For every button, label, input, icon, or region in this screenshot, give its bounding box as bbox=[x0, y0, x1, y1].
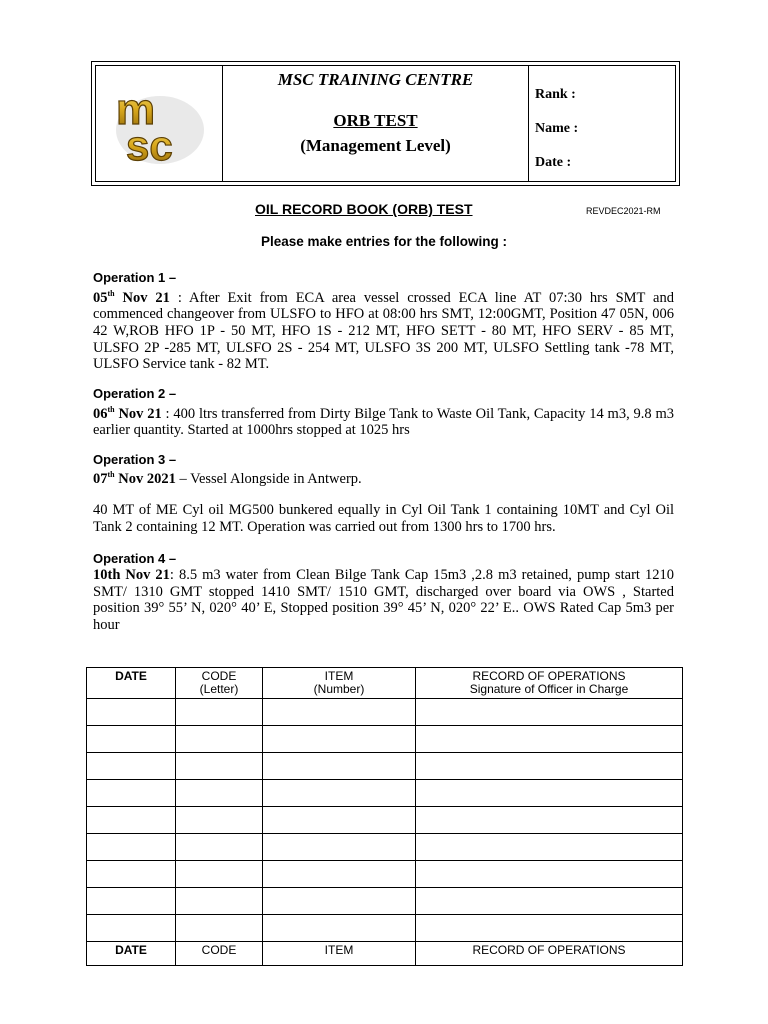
code-cell[interactable] bbox=[176, 807, 263, 834]
record-cell[interactable] bbox=[416, 699, 683, 726]
document-title: OIL RECORD BOOK (ORB) TEST bbox=[255, 201, 473, 217]
code-cell[interactable] bbox=[176, 861, 263, 888]
code-cell[interactable] bbox=[176, 726, 263, 753]
operation-3-details: 40 MT of ME Cyl oil MG500 bunkered equally in Cyl Oil Tank 1 containing 10MT and Cyl Oil Tank 2 containing 12 MT. Operation was carried out from 1300 hrs to 1700 hrs. bbox=[93, 502, 674, 535]
item-cell[interactable] bbox=[263, 780, 416, 807]
item-cell[interactable] bbox=[263, 699, 416, 726]
table-row bbox=[87, 807, 683, 834]
item-cell[interactable] bbox=[263, 753, 416, 780]
date-cell[interactable] bbox=[87, 888, 176, 915]
item-cell[interactable] bbox=[263, 888, 416, 915]
orb-entry-table bbox=[86, 667, 683, 966]
date-label: Date : bbox=[535, 155, 572, 170]
name-label: Name : bbox=[535, 121, 579, 136]
operation-2-text: 06th Nov 21 : 400 ltrs transferred from Dirty Bilge Tank to Waste Oil Tank, Capacity 14 m3, 9.8 m3 earlier quantity. Started at 1000hrs stopped at 1025 hrs bbox=[93, 405, 674, 439]
table-footer-row bbox=[87, 942, 683, 966]
table-row bbox=[87, 888, 683, 915]
footer-date: DATE bbox=[87, 942, 176, 966]
footer-code: CODE bbox=[176, 942, 263, 966]
test-name: ORB TEST bbox=[333, 111, 418, 130]
operation-1-heading: Operation 1 – bbox=[93, 270, 177, 285]
header-box bbox=[91, 61, 680, 186]
operation-3-text: 07th Nov 2021 – Vessel Alongside in Antwerp. bbox=[93, 470, 362, 487]
msc-logo bbox=[104, 78, 212, 172]
footer-item: ITEM bbox=[263, 942, 416, 966]
record-cell[interactable] bbox=[416, 915, 683, 942]
record-cell[interactable] bbox=[416, 861, 683, 888]
code-cell[interactable] bbox=[176, 699, 263, 726]
operation-4-text: 10th Nov 21: 8.5 m3 water from Clean Bilge Tank Cap 15m3 ,2.8 m3 retained, pump start 1210 SMT/ 1310 GMT stopped 1410 SMT/ 1510 GMT, discharged over board via OWS , Started position 39° 55’ N, 020° 40’ E, Stopped position 39° 45’ N, 020° 22’ E.. OWS Rated Cap 5m3 per hour bbox=[93, 567, 674, 633]
item-cell[interactable] bbox=[263, 726, 416, 753]
footer-record: RECORD OF OPERATIONS bbox=[416, 942, 683, 966]
table-row bbox=[87, 780, 683, 807]
item-cell[interactable] bbox=[263, 807, 416, 834]
operation-3-heading: Operation 3 – bbox=[93, 452, 177, 467]
table-row bbox=[87, 699, 683, 726]
candidate-fields bbox=[529, 66, 675, 181]
item-cell[interactable] bbox=[263, 834, 416, 861]
date-cell[interactable] bbox=[87, 834, 176, 861]
code-cell[interactable] bbox=[176, 753, 263, 780]
operation-2-heading: Operation 2 – bbox=[93, 386, 177, 401]
table-row bbox=[87, 861, 683, 888]
table-row bbox=[87, 915, 683, 942]
table-row bbox=[87, 753, 683, 780]
record-cell[interactable] bbox=[416, 726, 683, 753]
date-cell[interactable] bbox=[87, 753, 176, 780]
header-item: ITEM (Number) bbox=[263, 668, 416, 699]
date-cell[interactable] bbox=[87, 861, 176, 888]
record-cell[interactable] bbox=[416, 807, 683, 834]
code-cell[interactable] bbox=[176, 780, 263, 807]
header-date: DATE bbox=[87, 668, 176, 699]
record-cell[interactable] bbox=[416, 888, 683, 915]
record-cell[interactable] bbox=[416, 834, 683, 861]
code-cell[interactable] bbox=[176, 915, 263, 942]
record-cell[interactable] bbox=[416, 780, 683, 807]
header-inner bbox=[95, 65, 676, 182]
level-label: (Management Level) bbox=[300, 136, 451, 155]
table-row bbox=[87, 834, 683, 861]
instruction-text: Please make entries for the following : bbox=[260, 234, 508, 249]
date-cell[interactable] bbox=[87, 915, 176, 942]
date-cell[interactable] bbox=[87, 726, 176, 753]
operation-1-text: 05th Nov 21 : After Exit from ECA area vessel crossed ECA line AT 07:30 hrs SMT and commenced changeover from ULSFO to HFO at 08:00 hrs SMT, 12:00GMT, Position 47 05N, 006 42 W,ROB HFO 1P - 50 MT, HFO 1S - 212 MT, HFO SETT - 80 MT, HFO SERV - 85 MT, ULSFO 2P -285 MT, ULSFO 2S - 254 MT, ULSFO 3S 200 MT, ULSFO Settling tank -78 MT, ULSFO Service tank - 82 MT. bbox=[93, 289, 674, 373]
date-cell[interactable] bbox=[87, 699, 176, 726]
code-cell[interactable] bbox=[176, 834, 263, 861]
item-cell[interactable] bbox=[263, 915, 416, 942]
date-cell[interactable] bbox=[87, 807, 176, 834]
header-record: RECORD OF OPERATIONS Signature of Officer in Charge bbox=[416, 668, 683, 699]
item-cell[interactable] bbox=[263, 861, 416, 888]
code-cell[interactable] bbox=[176, 888, 263, 915]
date-cell[interactable] bbox=[87, 780, 176, 807]
table-row bbox=[87, 726, 683, 753]
revision-code: REVDEC2021-RM bbox=[586, 206, 661, 216]
title-block bbox=[223, 66, 528, 181]
operation-4-heading: Operation 4 – bbox=[93, 551, 177, 566]
svg-text:m: m bbox=[116, 85, 156, 134]
record-cell[interactable] bbox=[416, 753, 683, 780]
svg-text:sc: sc bbox=[126, 122, 173, 169]
table-header-row bbox=[87, 668, 683, 699]
training-centre-title: MSC TRAINING CENTRE bbox=[277, 70, 474, 89]
rank-label: Rank : bbox=[535, 87, 576, 102]
header-code: CODE (Letter) bbox=[176, 668, 263, 699]
logo-cell bbox=[96, 66, 222, 181]
